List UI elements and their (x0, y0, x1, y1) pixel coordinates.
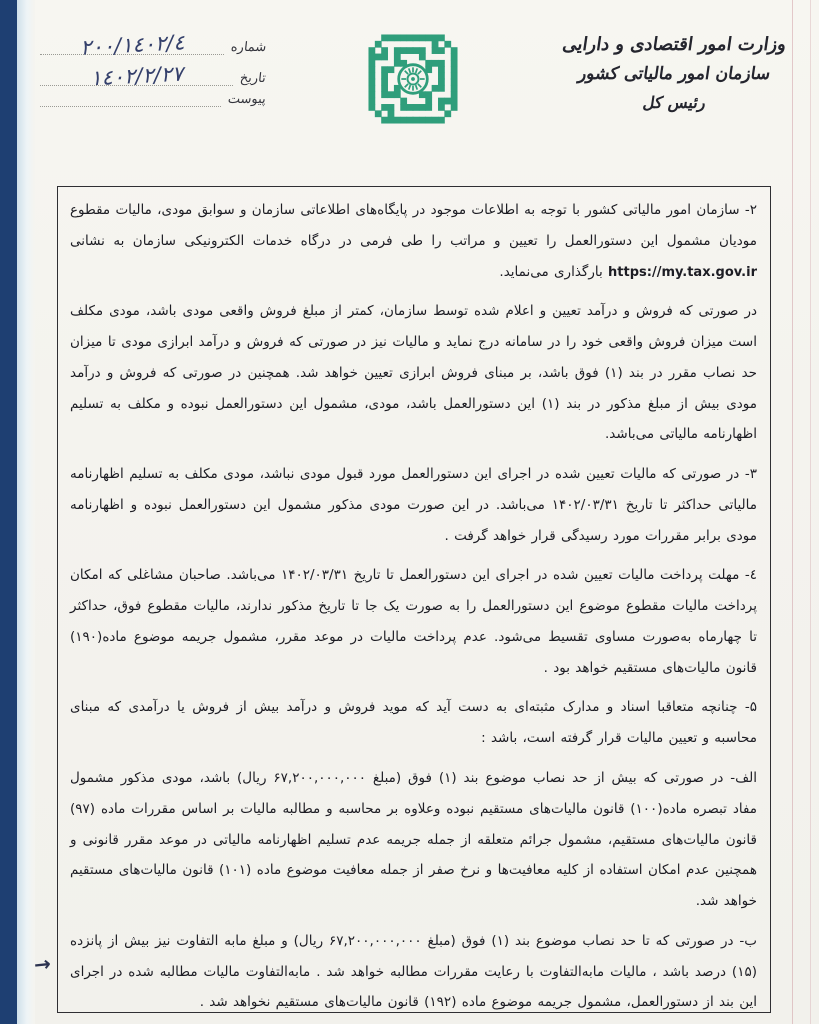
paragraph-2-text: ۲- سازمان امور مالیاتی کشور با توجه به اطلاعات موجود در پایگاه‌های اطلاعاتی سازمان و سوابق مودی، مالیات مقطوع مودیان مشمول این دستورالعمل را تعیین و مراتب را طی فرمی در درگاه خدمات الکترونیکی سازمان به نشانی (70, 202, 757, 249)
binding-strip (0, 0, 17, 1024)
page-edge-line (810, 0, 811, 1024)
portal-url-text: https://my.tax.gov.ir (608, 264, 757, 280)
paragraph-3: ۳- در صورتی که مالیات تعیین شده در اجرای این دستورالعمل مورد قبول مودی نباشد، مودی مکلف به تسلیم اظهارنامه مالیاتی حداکثر تا تاریخ ۱۴۰۲/۰۳/۳۱ می‌باشد. در این صورت مودی مذکور مشمول این دستورالعمل نبوده و اظهارنامه مودی برابر مقررات مورد رسیدگی قرار خواهد گرفت . (70, 466, 757, 544)
letter-attachment-row (40, 92, 265, 107)
paragraph-be: ب- در صورتی که تا حد نصاب موضوع بند (۱) فوق (مبلغ ۶۷,۲۰۰,۰۰۰,۰۰۰ ریال) و مبلغ مابه التفاوت نیز بیش از پانزده (۱۵) درصد باشد ، مالیات مابه‌التفاوت با رعایت مقررات مطالبه خواهد شد . مابه‌التفاوت مالیات مطالبه شده در اجرای این بند از دستورالعمل، مشمول جریمه موضوع ماده (۱۹۲) قانون مالیات‌های مستقیم نخواهد شد . (70, 932, 757, 1011)
ministry-name: وزارت امور اقتصادی و دارایی (560, 34, 786, 55)
letter-number-line (40, 30, 224, 60)
letter-attachment-line (40, 96, 221, 107)
document-body-box (57, 186, 771, 1013)
paragraph-2 (70, 195, 757, 287)
letter-meta-block (40, 30, 265, 113)
paragraph-4: ٤- مهلت پرداخت مالیات تعیین شده در اجرای این دستورالعمل تا تاریخ ۱۴۰۲/۰۳/۳۱ می‌باشد. صاحبان مشاغلی که امکان پرداخت مالیات مقطوع موضوع این دستورالعمل را به صورت یک جا تا تاریخ مذکور ندارند، مالیات مقطوع فوق، حداکثر تا چهارماه به‌صورت مساوی تقسیط می‌شود. عدم پرداخت مالیات در موعد مقرر، مشمول جریمه موضوع ماده(۱۹۰) قانون مالیات‌های مستقیم خواهد بود . (70, 567, 757, 676)
letter-number-row (40, 30, 267, 60)
paragraph-alef: الف- در صورتی که بیش از حد نصاب موضوع بند (۱) فوق (مبلغ ۶۷,۲۰۰,۰۰۰,۰۰۰ ریال) باشد، مودی مذکور مشمول مفاد تبصره ماده(۱۰۰) قانون مالیات‌های مستقیم نبوده وعلاوه بر محاسبه و مطالبه مالیات بر اساس مقررات ماده (۹۷) قانون مالیات‌های مستقیم، مشمول جرائم متعلقه از جمله جریمه عدم تسلیم اظهارنامه مالیاتی در موعد مقرر قانونی و همچنین عدم امکان استفاده از کلیه معافیت‌ها و نرخ صفر از جمله معافیت موضوع ماده (۱۰۱) قانون مالیات‌های مستقیم خواهد شد. (70, 770, 758, 910)
margin-arrow-icon: → (32, 951, 52, 977)
paragraph-2-tail: بارگذاری می‌نماید. (499, 263, 603, 280)
letterhead (540, 34, 806, 112)
page-edge-line (792, 0, 793, 1024)
letter-number-value: ٢٠٠/١٤٠٢/٤ (79, 30, 185, 60)
letter-date-value: ١٤٠٢/٢/٢٧ (89, 61, 184, 91)
letter-number-label: شماره (228, 40, 267, 55)
tax-logo (360, 26, 466, 132)
signer-role: رئیس کل (640, 93, 706, 112)
letter-date-row (40, 61, 267, 91)
binding-strip-highlight (17, 0, 35, 1024)
organization-name: سازمان امور مالیاتی کشور (575, 64, 771, 84)
letter-date-label: تاریخ (238, 71, 267, 86)
paragraph-2-continued: در صورتی که فروش و درآمد تعیین و اعلام شده توسط سازمان، کمتر از مبلغ فروش واقعی مودی باشد، مودی مکلف است میزان فروش واقعی خود را در سامانه درج نماید و مالیات نیز در صورتی که فروش و درآمد ابرازی مودی تا میزان حد نصاب مقرر در بند (۱) فوق باشد، بر مبنای فروش ابرازی تعیین خواهد شد. همچنین در صورتی که فروش و درآمد مودی بیش از مبلغ مذکور در بند (۱) این دستورالعمل باشد، مودی، مشمول این دستورالعمل نبوده و مکلف به تسلیم اظهارنامه مالیاتی می‌باشد. (70, 303, 758, 443)
tax-administration-emblem-icon (360, 26, 466, 132)
letter-date-line (40, 61, 233, 91)
letter-attachment-label: پیوست (226, 92, 267, 107)
paragraph-5: ۵- چنانچه متعاقبا اسناد و مدارک مثبته‌ای به دست آید که موید فروش و درآمد بیش از فروش یا درآمدی که مبنای محاسبه و تعیین مالیات قرار گرفته است، باشد : (70, 699, 757, 747)
